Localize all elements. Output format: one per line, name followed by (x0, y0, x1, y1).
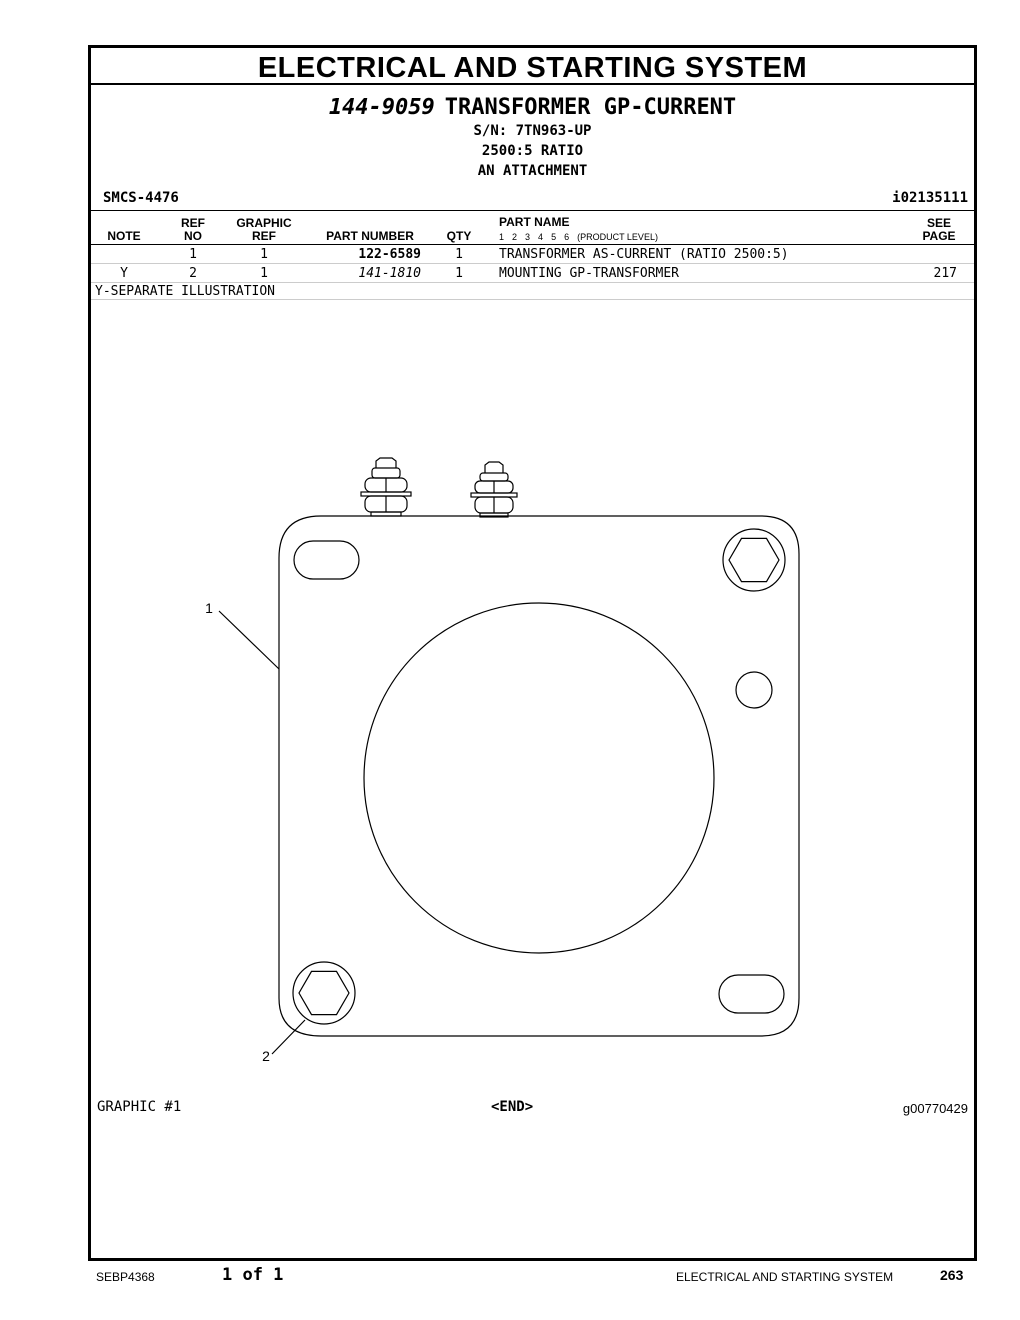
attachment-text: AN ATTACHMENT (477, 163, 588, 179)
product-level-2: 2 (512, 232, 518, 242)
document-id: SEBP4368 (96, 1270, 155, 1284)
header-qty: QTY (446, 229, 472, 243)
product-level-label: (PRODUCT LEVEL) (577, 232, 658, 242)
row-qty: 1 (455, 247, 463, 262)
row-graphic-ref: 1 (260, 247, 268, 262)
mounting-plate (279, 516, 799, 1036)
row-graphic-ref: 1 (260, 266, 268, 281)
row-divider (91, 282, 974, 283)
header-ref-no-line1: REF (181, 216, 205, 230)
row-ref-no: 1 (189, 247, 197, 262)
terminal-stud (471, 462, 517, 517)
serial-number: S/N: 7TN963-UP (473, 123, 592, 139)
smcs-code: SMCS-4476 (103, 190, 179, 206)
table-header-rule (91, 244, 974, 245)
graphic-label: GRAPHIC #1 (97, 1099, 182, 1115)
header-graphic-ref-line2: REF (252, 229, 276, 243)
row-note: Y (120, 266, 128, 281)
footer-section-title: ELECTRICAL AND STARTING SYSTEM (676, 1270, 894, 1284)
callout-leader-1 (219, 611, 279, 669)
header-ref-no-line2: NO (184, 229, 202, 243)
title-divider (91, 83, 974, 85)
small-hole (736, 672, 772, 708)
header-see-page-line1: SEE (926, 216, 951, 230)
mounting-slot (294, 541, 359, 579)
group-title (91, 95, 974, 120)
header-part-name: PART NAME (499, 215, 570, 229)
end-marker: <END> (491, 1099, 534, 1115)
header-see-page-line2: PAGE (922, 229, 956, 243)
central-opening (364, 603, 714, 953)
hex-bolt (293, 962, 355, 1024)
header-note: NOTE (107, 229, 141, 243)
product-level-1: 1 (499, 232, 505, 242)
row-part-number: 141-1810 (358, 266, 421, 281)
product-level-6: 6 (564, 232, 570, 242)
row-part-number: 122-6589 (358, 247, 421, 262)
callout-2: 2 (262, 1048, 270, 1064)
header-part-number: PART NUMBER (326, 229, 414, 243)
separate-illustration-note: Y-SEPARATE ILLUSTRATION (95, 284, 276, 299)
transformer-illustration (91, 298, 974, 1098)
page-frame (88, 45, 977, 1261)
mounting-slot (719, 975, 784, 1013)
product-level-3: 3 (525, 232, 531, 242)
page-number: 263 (940, 1267, 964, 1283)
product-level-4: 4 (538, 232, 544, 242)
section-title: ELECTRICAL AND STARTING SYSTEM (257, 52, 808, 84)
page-of-count: 1 of 1 (222, 1265, 284, 1285)
table-top-rule (91, 210, 974, 211)
graphic-id: g00770429 (902, 1101, 968, 1116)
row-see-page: 217 (933, 266, 957, 281)
product-level-5: 5 (551, 232, 557, 242)
row-part-name: TRANSFORMER AS-CURRENT (RATIO 2500:5) (499, 247, 789, 262)
group-name: TRANSFORMER GP-CURRENT (444, 95, 737, 120)
illustration-id: i02135111 (892, 190, 968, 206)
hex-bolt (723, 529, 785, 591)
row-qty: 1 (455, 266, 463, 281)
header-graphic-ref-line1: GRAPHIC (236, 216, 292, 230)
row-ref-no: 2 (189, 266, 197, 281)
header-product-levels (499, 232, 666, 242)
ratio-text: 2500:5 RATIO (481, 143, 584, 159)
row-divider (91, 263, 974, 264)
terminal-stud (361, 458, 411, 516)
row-part-name: MOUNTING GP-TRANSFORMER (499, 266, 680, 281)
group-number: 144-9059 (328, 95, 435, 120)
callout-1: 1 (205, 600, 213, 616)
